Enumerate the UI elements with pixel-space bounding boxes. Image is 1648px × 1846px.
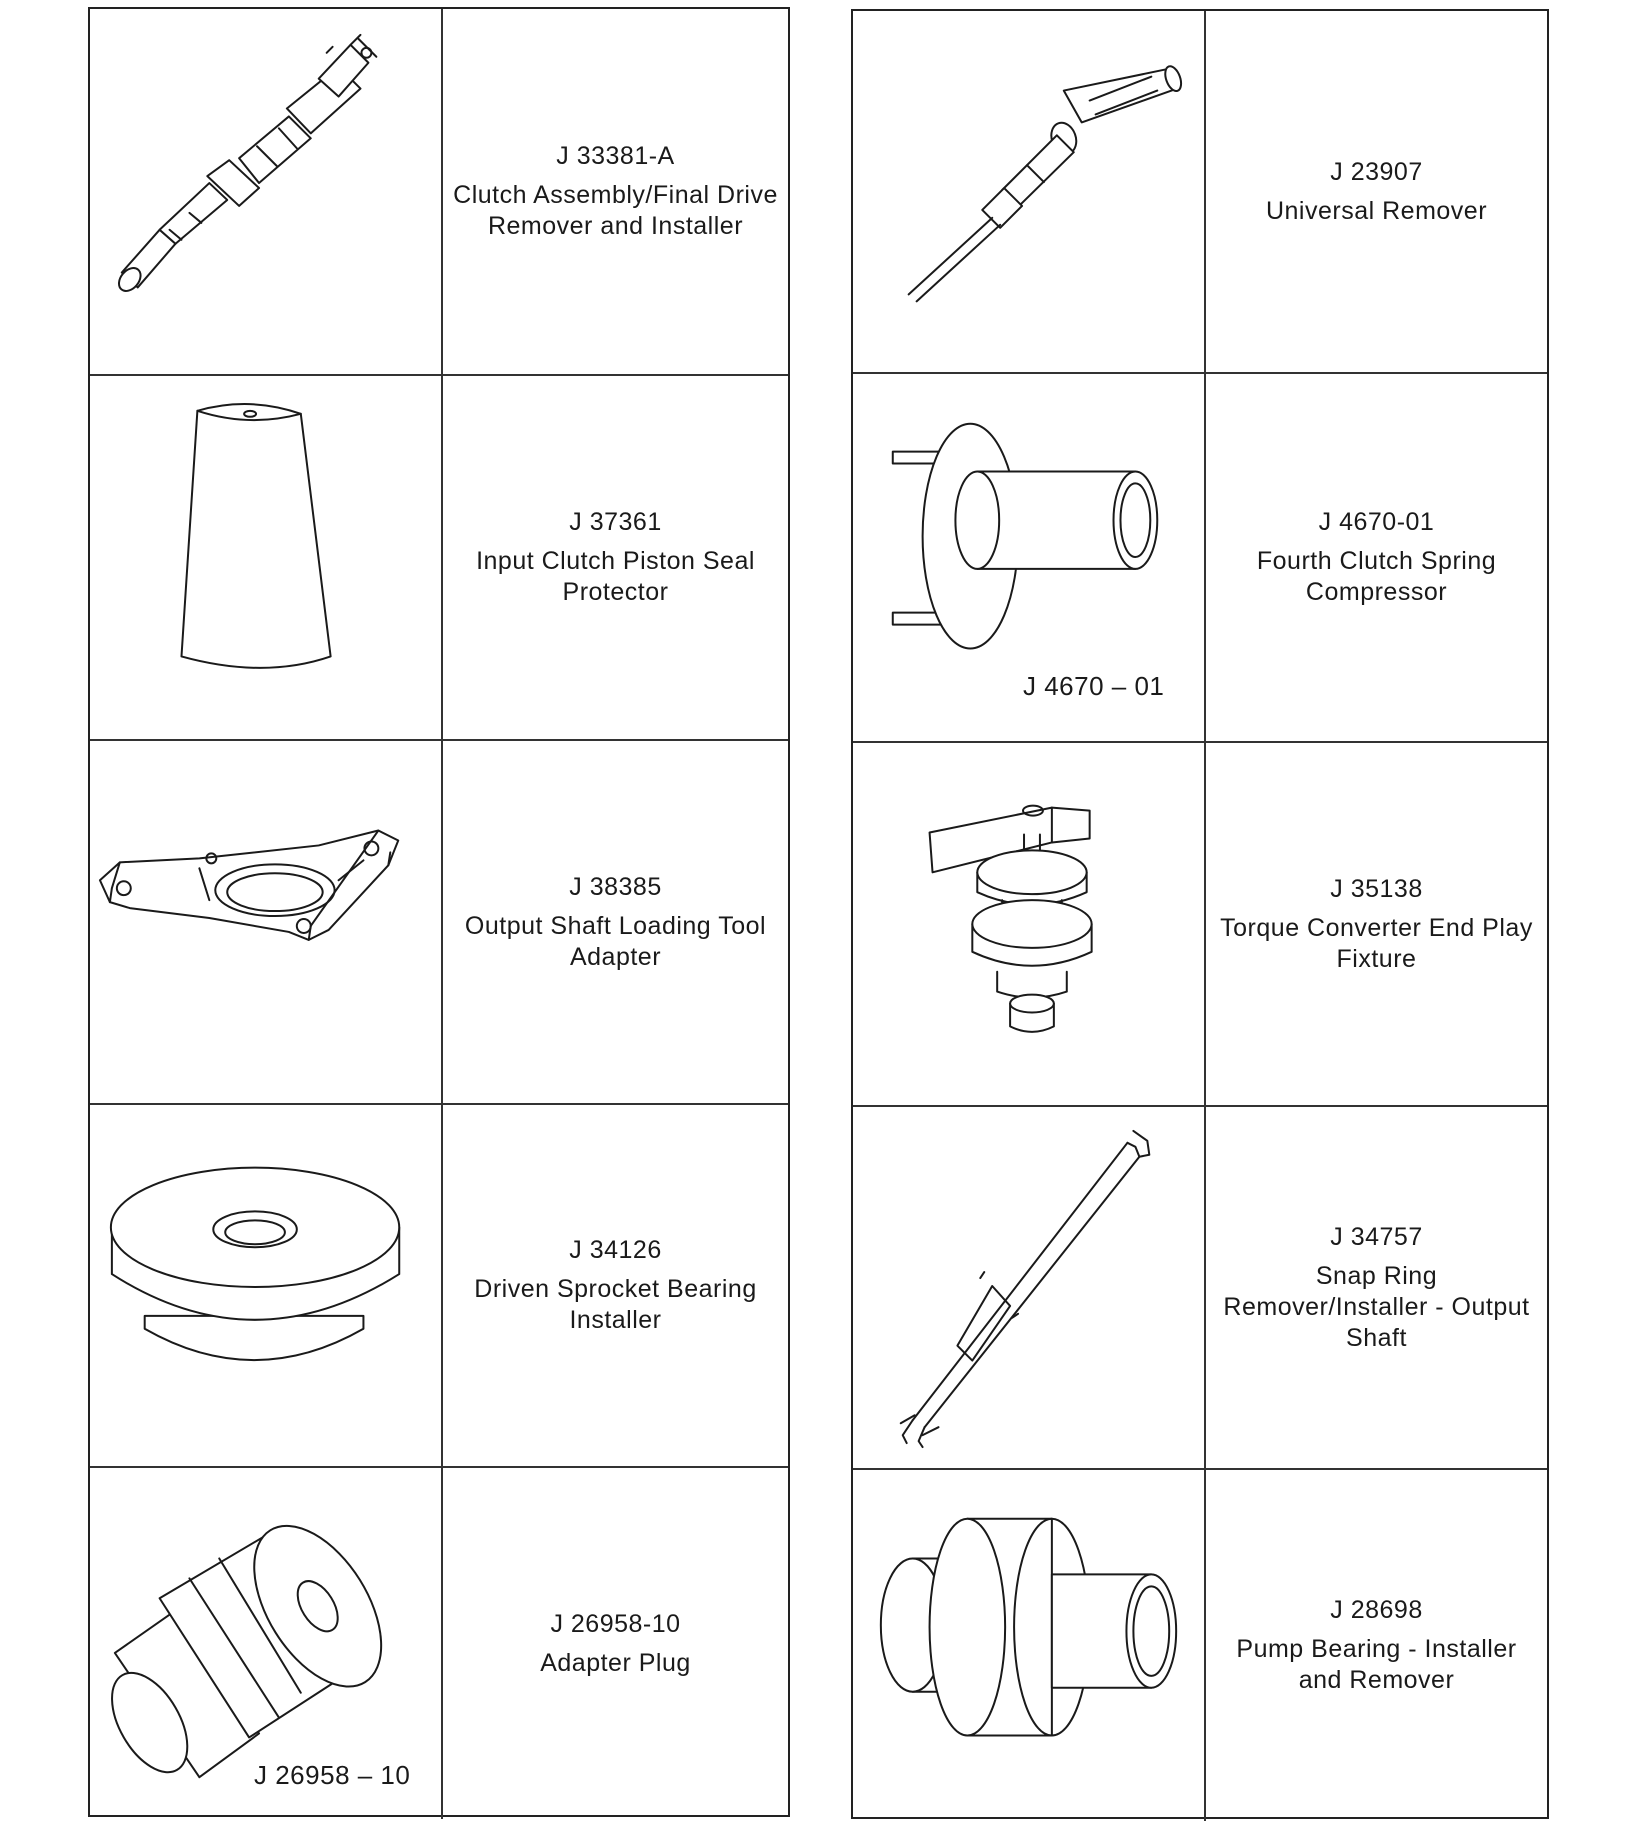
triangular-adapter-plate-icon <box>90 741 441 1103</box>
tool-illustration-cell <box>90 1105 443 1466</box>
tool-description <box>1206 11 1547 372</box>
tool-illustration-cell <box>90 741 443 1103</box>
tool-name: Driven Sprocket Bearing Installer <box>474 1275 757 1334</box>
tool-name: Torque Converter End Play Fixture <box>1220 913 1533 973</box>
tool-description <box>443 1105 788 1466</box>
bearing-installer-disc-icon <box>90 1105 441 1466</box>
tool-illustration-cell <box>853 374 1206 741</box>
tool-row <box>90 1105 788 1468</box>
tool-name: Output Shaft Loading Tool Adapter <box>464 911 767 971</box>
tool-description <box>1206 1107 1547 1468</box>
tool-name: Snap Ring Remover/Installer - Output Shaft <box>1223 1261 1530 1352</box>
tool-description <box>443 1468 788 1819</box>
tool-row <box>853 11 1547 374</box>
tool-number: J 37361 <box>569 508 662 536</box>
tool-name: Universal Remover <box>1265 196 1488 225</box>
tool-number: J 26958-10 <box>550 1609 681 1638</box>
illustration-callout: J 26958 – 10 <box>254 1760 411 1790</box>
pump-bearing-tool-icon <box>853 1470 1204 1821</box>
left-tool-table <box>88 7 790 1817</box>
tool-name: Adapter Plug <box>540 1648 691 1677</box>
tool-name: Pump Bearing - Installer and Remover <box>1236 1635 1517 1694</box>
tool-number: J 28698 <box>1330 1596 1423 1624</box>
tapered-seal-protector-icon <box>90 376 441 739</box>
tool-illustration-cell <box>90 1468 443 1819</box>
tool-row <box>90 376 788 741</box>
tool-description <box>1206 1470 1547 1821</box>
tool-description <box>1206 743 1547 1105</box>
tool-row <box>853 374 1547 743</box>
tool-row <box>90 1468 788 1819</box>
tool-number: J 34126 <box>569 1236 662 1264</box>
tool-name: Clutch Assembly/Final Drive Remover and Installer <box>453 181 778 240</box>
tool-row <box>853 1107 1547 1470</box>
end-play-fixture-icon <box>853 743 1204 1105</box>
tool-description <box>443 741 788 1103</box>
tool-name: Fourth Clutch Spring Compressor <box>1256 547 1497 606</box>
tool-row <box>853 743 1547 1107</box>
tool-description <box>1206 374 1547 741</box>
tool-illustration-cell <box>853 1470 1206 1821</box>
tool-number: J 4670-01 <box>1318 508 1435 536</box>
tool-description <box>443 376 788 739</box>
clutch-final-drive-tool-icon <box>90 9 441 374</box>
tool-number: J 38385 <box>569 872 662 901</box>
tool-number: J 33381-A <box>556 142 675 170</box>
tool-row <box>90 9 788 376</box>
tool-number: J 34757 <box>1330 1222 1423 1251</box>
tool-illustration-cell <box>90 376 443 739</box>
tool-row <box>853 1470 1547 1821</box>
illustration-callout: J 4670 – 01 <box>1023 671 1165 701</box>
tool-illustration-cell <box>853 743 1206 1105</box>
tool-row <box>90 741 788 1105</box>
tool-description <box>443 9 788 374</box>
right-tool-table <box>851 9 1549 1819</box>
tool-number: J 35138 <box>1330 874 1423 903</box>
snap-ring-pliers-icon <box>853 1107 1204 1468</box>
tool-illustration-cell <box>853 11 1206 372</box>
tool-illustration-cell <box>853 1107 1206 1468</box>
tool-illustration-cell <box>90 9 443 374</box>
tool-number: J 23907 <box>1330 157 1423 186</box>
tool-name: Input Clutch Piston Seal Protector <box>476 547 755 606</box>
slide-hammer-remover-icon <box>853 11 1204 372</box>
